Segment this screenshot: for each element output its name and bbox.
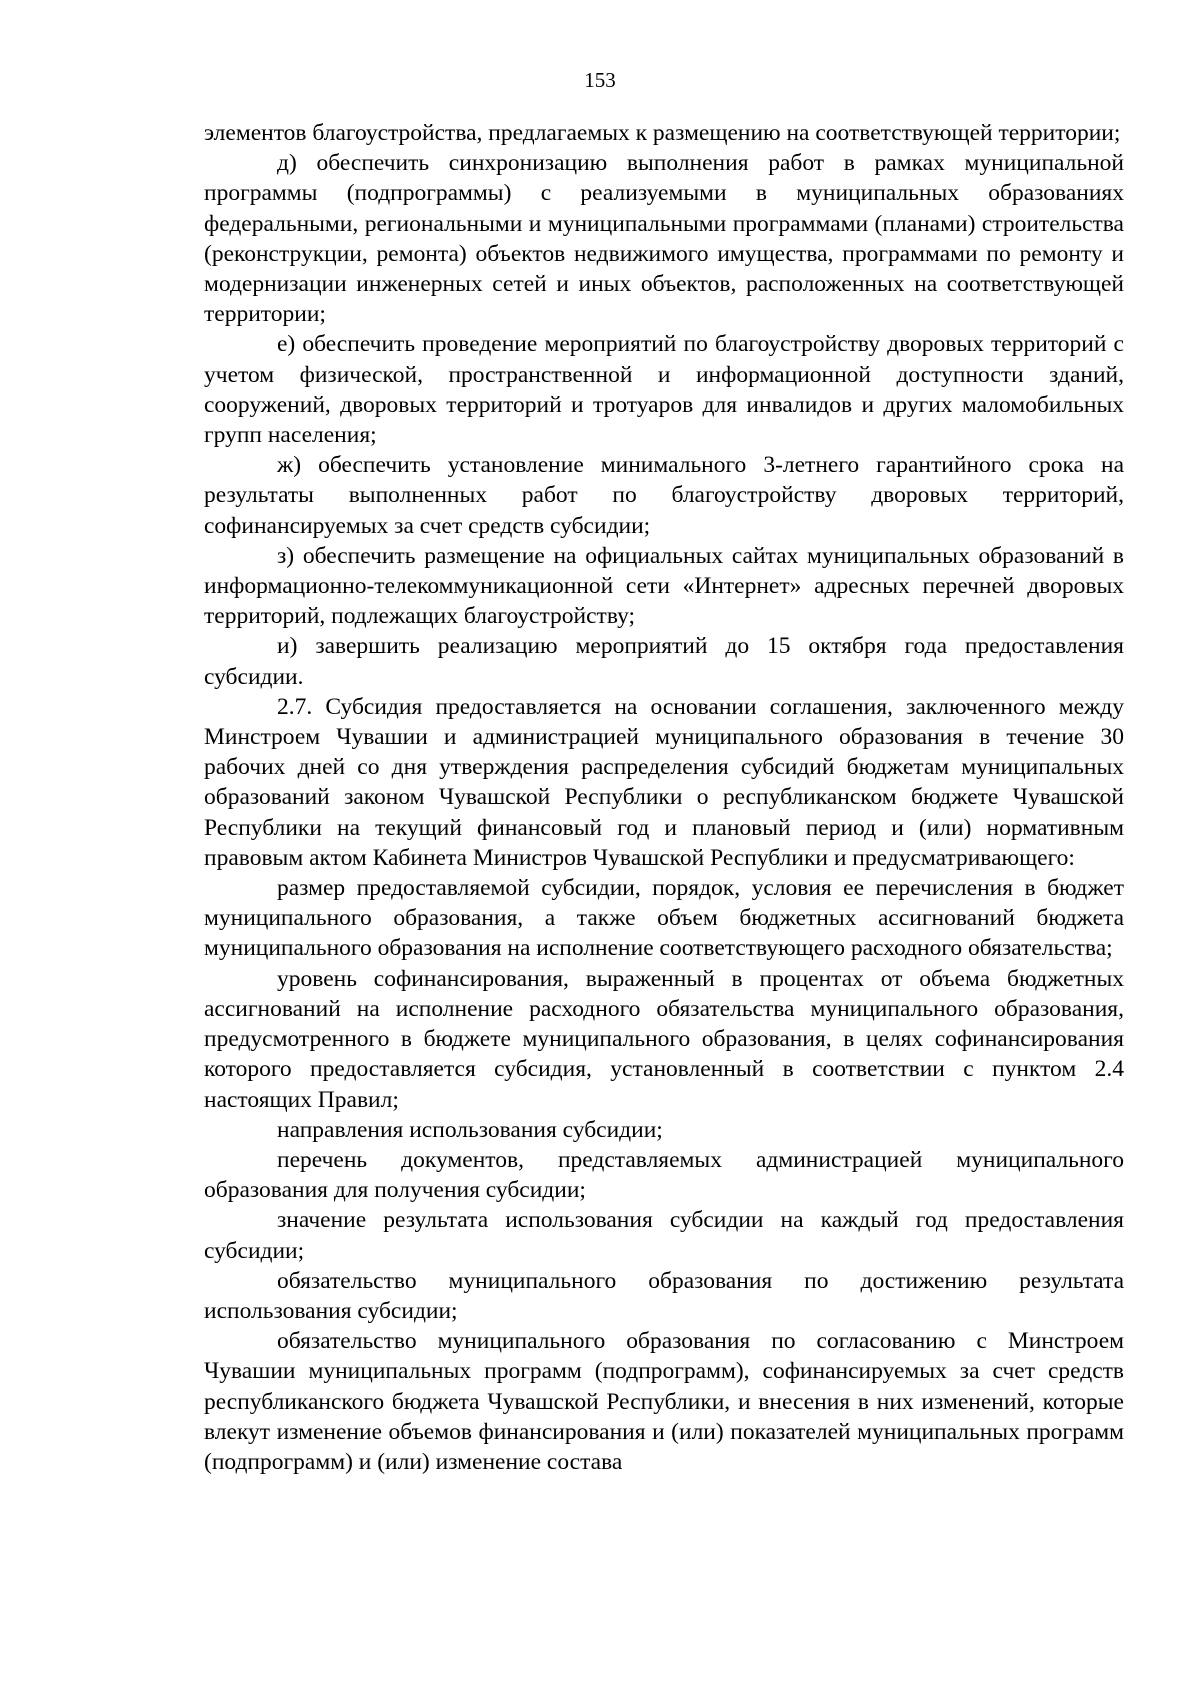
paragraph-item-z: з) обеспечить размещение на официальных сайтах муниципальных образований в информационно-телекоммуникационной сети «Интернет» адресных перечней дворовых территорий, подлежащих благоустройству;	[204, 542, 1124, 630]
paragraph-item-zh: ж) обеспечить установление минимального 3-летнего гарантийного срока на результаты выполненных работ по благоустройству дворовых территорий, софинансируемых за счет средств субсидии;	[204, 452, 1124, 539]
paragraph-result-obligation: обязательство муниципального образования по достижению результата использования субсидии;	[204, 1267, 1124, 1324]
paragraph-item-d: д) обеспечить синхронизацию выполнения работ в рамках муниципальной программы (подпрограммы) с реализуемыми в муниципальных образованиях федеральными, региональными и муниципальными программами (планами) строительства (реконструкции, ремонта) объектов недвижимого имущества, программами по ремонту и модернизации инженерных сетей и иных объектов, расположенных на соответствующей территории;	[204, 150, 1124, 328]
paragraph-usage-directions: направления использования субсидии;	[277, 1116, 663, 1143]
paragraph-item-e: е) обеспечить проведение мероприятий по благоустройству дворовых территорий с учетом физической, пространственной и информационной доступности зданий, сооружений, дворовых территорий и тротуаров для инвалидов и других маломобильных групп населения;	[204, 331, 1124, 449]
paragraph-approval-obligation: обязательство муниципального образования по согласованию с Минстроем Чувашии муниципальных программ (подпрограмм), софинансируемых за счет средств республиканского бюджета Чувашской Республики, и внесения в них изменений, которые влекут изменение объемов финансирования и (или) показателей муниципальных программ (подпрограмм) и (или) изменение состава	[204, 1328, 1124, 1475]
page-number: 153	[584, 68, 616, 92]
paragraph-documents-list: перечень документов, представляемых администрацией муниципального образования для получения субсидии;	[204, 1146, 1124, 1204]
paragraph-subsidy-amount: размер предоставляемой субсидии, порядок, условия ее перечисления в бюджет муниципального образования, а также объем бюджетных ассигнований бюджета муниципального образования на исполнение соответствующего расходного обязательства;	[204, 875, 1124, 962]
paragraph-item-i: и) завершить реализацию мероприятий до 15 октября года предоставления субсидии.	[204, 633, 1124, 690]
paragraph-cofinancing-level: уровень софинансирования, выраженный в процентах от объема бюджетных ассигнований на исполнение расходного обязательства муниципального образования, предусмотренного в бюджете муниципального образования, в целях софинансирования которого предоставляется субсидия, установленный в соответствии с пунктом 2.4 настоящих Правил;	[204, 965, 1124, 1113]
paragraph-section-2-7: 2.7. Субсидия предоставляется на основании соглашения, заключенного между Минстроем Чувашии и администрацией муниципального образования в течение 30 рабочих дней со дня утверждения распределения субсидий бюджетам муниципальных образований законом Чувашской Республики о республиканском бюджете Чувашской Республики на текущий финансовый год и плановый период и (или) нормативным правовым актом Кабинета Министров Чувашской Республики и предусматривающего:	[204, 693, 1124, 871]
paragraph-continuation: элементов благоустройства, предлагаемых к размещению на соответствующей территории;	[204, 120, 1121, 146]
document-body	[204, 118, 1124, 1477]
paragraph-result-value: значение результата использования субсидии на каждый год предоставления субсидии;	[204, 1207, 1124, 1264]
